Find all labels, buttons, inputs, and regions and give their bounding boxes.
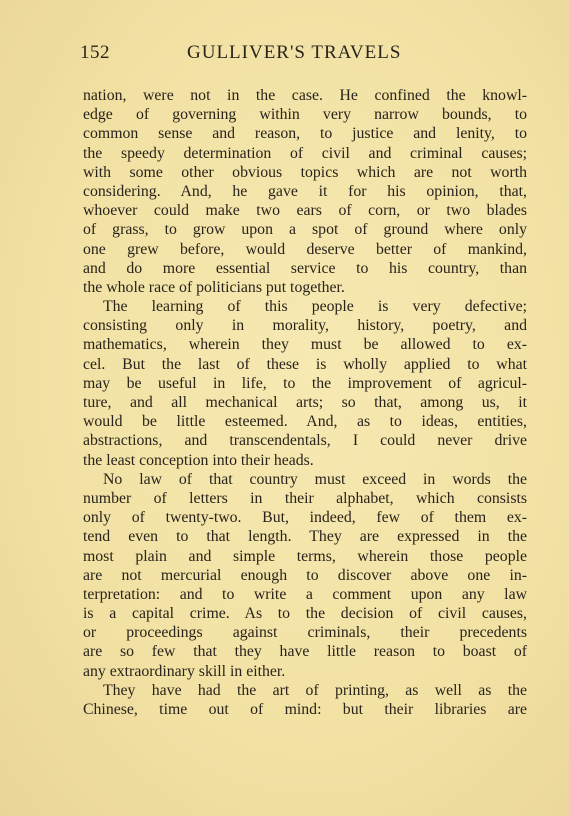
text-line: may be useful in life, to the improvement of agricul- — [83, 374, 527, 392]
text-line: the least conception into their heads. — [83, 451, 314, 469]
text-line: abstractions, and transcendentals, I could never drive — [83, 432, 527, 450]
text-line: No law of that country must exceed in words the — [103, 470, 527, 488]
text-line: and do more essential service to his country, than — [83, 259, 527, 277]
text-line: any extraordinary skill in either. — [83, 662, 286, 680]
running-title: GULLIVER'S TRAVELS — [187, 42, 402, 63]
text-line: number of letters in their alphabet, which consists — [83, 489, 527, 507]
text-line: the speedy determination of civil and criminal causes; — [83, 144, 527, 162]
text-line: Chinese, time out of mind: but their libraries are — [83, 701, 527, 718]
text-line: with some other obvious topics which are not worth — [83, 163, 527, 181]
text-line: would be little esteemed. And, as to ideas, entities, — [83, 413, 527, 431]
page-header — [80, 42, 530, 66]
page-number: 152 — [80, 42, 110, 63]
text-line: the whole race of politicians put together. — [83, 278, 345, 296]
text-line: considering. And, he gave it for his opinion, that, — [83, 182, 527, 200]
text-line: edge of governing within very narrow bounds, to — [83, 106, 527, 124]
text-line: The learning of this people is very defective; — [103, 298, 527, 316]
body-text — [83, 86, 527, 719]
text-line: one grew before, would deserve better of mankind, — [83, 240, 527, 258]
text-line: of grass, to grow upon a spot of ground where only — [83, 221, 527, 239]
text-line: whoever could make two ears of corn, or two blades — [83, 202, 527, 220]
text-line: are so few that they have little reason to boast of — [83, 643, 527, 661]
text-line: terpretation: and to write a comment upon any law — [83, 585, 527, 603]
text-line: is a capital crime. As to the decision of civil causes, — [83, 605, 527, 623]
text-line: consisting only in morality, history, poetry, and — [83, 317, 527, 335]
text-line: cel. But the last of these is wholly applied to what — [83, 355, 527, 373]
text-line: or proceedings against criminals, their precedents — [83, 624, 527, 642]
text-line: only of twenty-two. But, indeed, few of them ex- — [83, 509, 527, 527]
text-line: mathematics, wherein they must be allowed to ex- — [83, 336, 527, 354]
text-line: most plain and simple terms, wherein those people — [83, 547, 527, 565]
text-line: are not mercurial enough to discover above one in- — [83, 566, 527, 584]
text-line: ture, and all mechanical arts; so that, among us, it — [83, 394, 527, 411]
text-line: common sense and reason, to justice and lenity, to — [83, 125, 527, 143]
text-line: They have had the art of printing, as well as the — [103, 681, 527, 699]
text-line: nation, were not in the case. He confined the knowl- — [83, 87, 527, 104]
text-line: tend even to that length. They are expressed in the — [83, 528, 527, 546]
